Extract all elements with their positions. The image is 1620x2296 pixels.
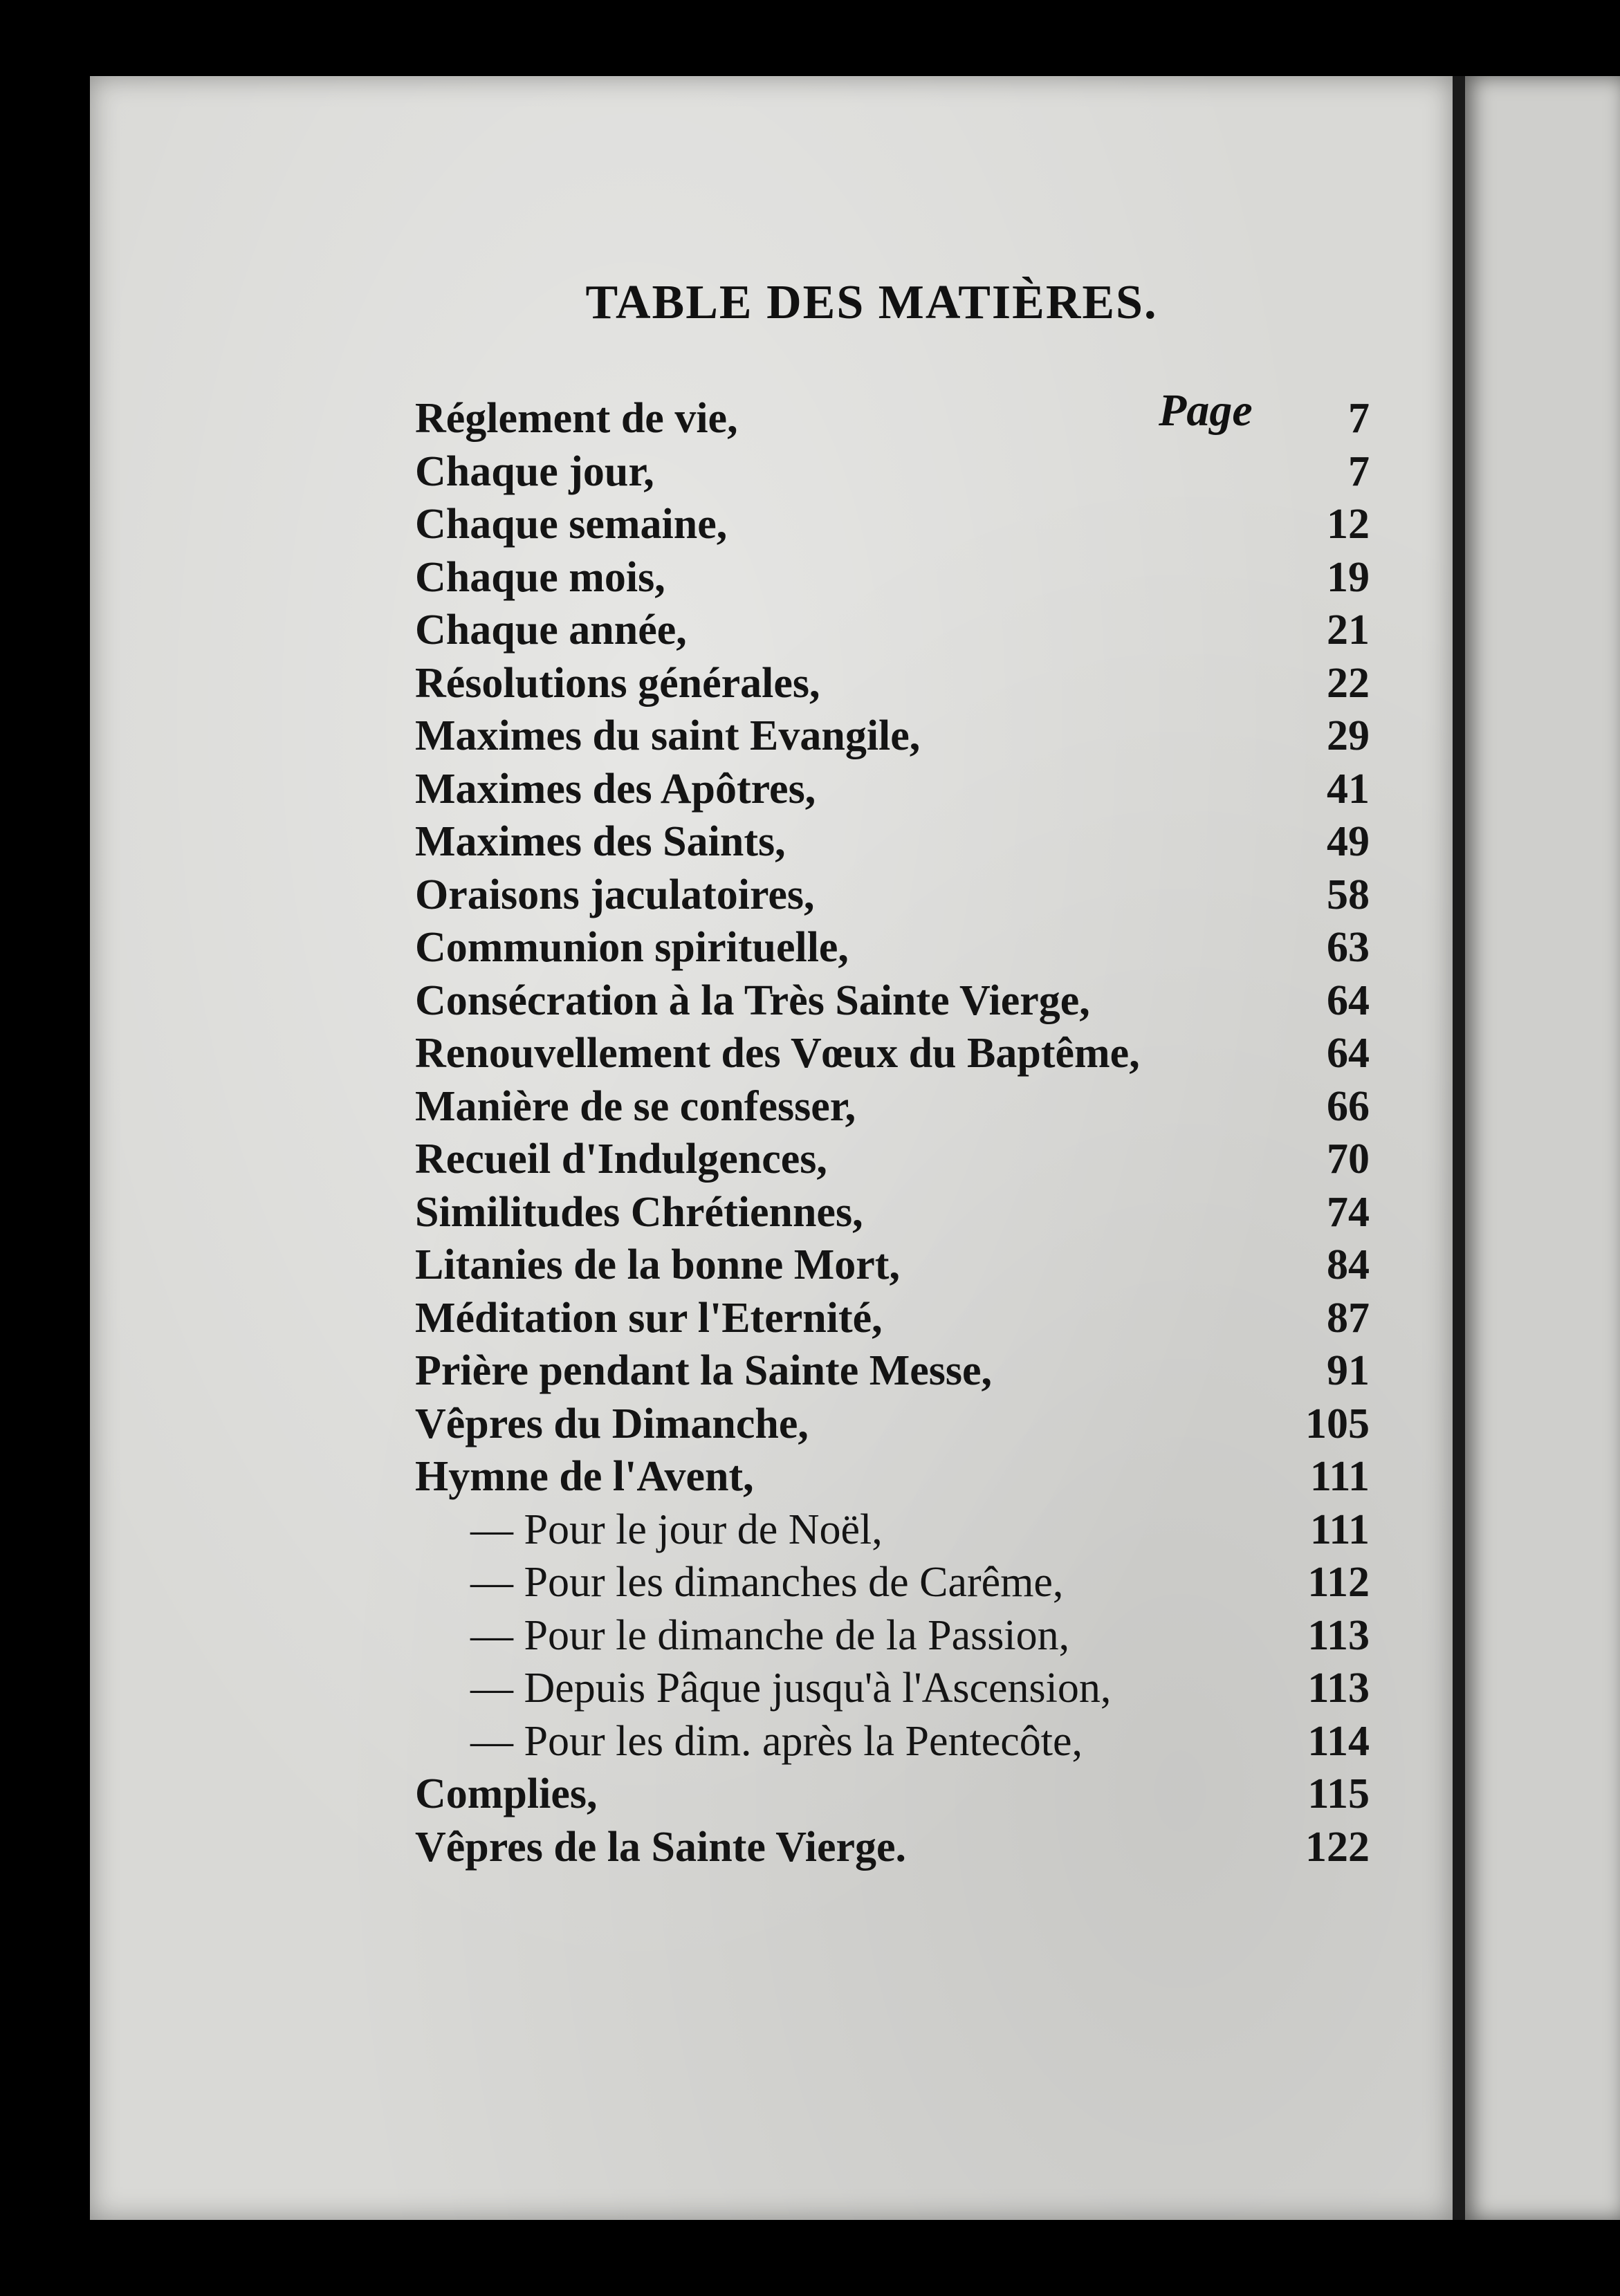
toc-entry-page-number: 7 xyxy=(1348,447,1370,495)
toc-entry-label: Vêpres de la Sainte Vierge. xyxy=(415,1823,907,1871)
toc-entry xyxy=(415,1082,1383,1136)
page-column-label: Page xyxy=(1159,385,1253,436)
toc-entry-page-number: 113 xyxy=(1307,1611,1370,1659)
toc-entry-page-number: 87 xyxy=(1327,1294,1370,1342)
toc-entry-page-number: 66 xyxy=(1327,1082,1370,1130)
facing-page-edge xyxy=(1465,76,1620,2220)
toc-entry-label: — Pour le dimanche de la Passion, xyxy=(470,1611,1070,1659)
toc-entry-page-number: 7 xyxy=(1348,395,1370,442)
toc-entry xyxy=(415,1294,1383,1347)
toc-entry-label: Complies, xyxy=(415,1770,598,1817)
toc-entry-page-number: 115 xyxy=(1307,1770,1370,1817)
toc-entry xyxy=(415,394,1383,447)
toc-entry-page-number: 41 xyxy=(1327,765,1370,813)
toc-entry-label: — Pour les dim. après la Pentecôte, xyxy=(470,1717,1083,1765)
toc-entry xyxy=(415,659,1383,712)
toc-entry-page-number: 84 xyxy=(1327,1241,1370,1288)
toc-entry-page-number: 112 xyxy=(1307,1559,1370,1606)
toc-entry xyxy=(415,500,1383,553)
toc-entry-page-number: 122 xyxy=(1305,1823,1370,1871)
toc-entry xyxy=(415,1029,1383,1082)
toc-entry-label: Similitudes Chrétiennes, xyxy=(415,1188,863,1236)
toc-entry xyxy=(415,1717,1383,1770)
toc-entry xyxy=(415,606,1383,659)
toc-entry-page-number: 111 xyxy=(1309,1506,1370,1553)
toc-entry-page-number: 74 xyxy=(1327,1188,1370,1236)
toc-entry-label: — Depuis Pâque jusqu'à l'Ascension, xyxy=(470,1665,1112,1712)
toc-entry-label: Résolutions générales, xyxy=(415,659,820,707)
toc-entry-label: Litanies de la bonne Mort, xyxy=(415,1241,900,1288)
toc-entry-label: Hymne de l'Avent, xyxy=(415,1453,754,1500)
toc-entry-label: Prière pendant la Sainte Messe, xyxy=(415,1347,993,1394)
toc-entry-page-number: 58 xyxy=(1327,871,1370,918)
toc-entry-page-number: 63 xyxy=(1327,924,1370,971)
toc-entry-page-number: 111 xyxy=(1309,1453,1370,1500)
table-of-contents xyxy=(415,394,1383,1876)
toc-entry xyxy=(415,1346,1383,1400)
toc-entry xyxy=(415,1558,1383,1611)
page-title: TABLE DES MATIÈRES. xyxy=(585,276,1158,329)
toc-entry-label: Maximes du saint Evangile, xyxy=(415,712,921,759)
toc-entry xyxy=(415,447,1383,501)
toc-entry-page-number: 29 xyxy=(1327,712,1370,759)
toc-entry-label: Méditation sur l'Eternité, xyxy=(415,1294,883,1342)
toc-entry xyxy=(415,1770,1383,1823)
toc-entry-label: Chaque jour, xyxy=(415,447,654,495)
toc-entry xyxy=(415,1135,1383,1188)
toc-entry xyxy=(415,976,1383,1030)
toc-entry-label: — Pour le jour de Noël, xyxy=(470,1506,883,1553)
toc-entry-label: — Pour les dimanches de Carême, xyxy=(470,1559,1064,1606)
toc-entry-label: Oraisons jaculatoires, xyxy=(415,871,815,918)
toc-entry-label: Vêpres du Dimanche, xyxy=(415,1400,809,1447)
toc-entry-page-number: 114 xyxy=(1307,1717,1370,1765)
toc-entry-page-number: 49 xyxy=(1327,818,1370,865)
toc-entry-label: Réglement de vie, xyxy=(415,395,738,442)
toc-entry-page-number: 19 xyxy=(1327,553,1370,601)
toc-entry xyxy=(415,1823,1383,1876)
toc-entry-page-number: 113 xyxy=(1307,1665,1370,1712)
toc-entry-page-number: 22 xyxy=(1327,659,1370,707)
toc-entry-page-number: 64 xyxy=(1327,976,1370,1024)
toc-entry-label: Chaque mois, xyxy=(415,553,665,601)
toc-entry-page-number: 70 xyxy=(1327,1136,1370,1183)
toc-entry-page-number: 21 xyxy=(1327,607,1370,654)
toc-entry xyxy=(415,817,1383,871)
toc-entry xyxy=(415,871,1383,924)
toc-entry xyxy=(415,712,1383,765)
toc-entry xyxy=(415,1506,1383,1559)
toc-entry-page-number: 64 xyxy=(1327,1030,1370,1077)
toc-entry-label: Renouvellement des Vœux du Baptême, xyxy=(415,1030,1140,1077)
toc-entry-page-number: 91 xyxy=(1327,1347,1370,1394)
toc-entry xyxy=(415,1611,1383,1665)
toc-entry xyxy=(415,1664,1383,1717)
toc-entry-label: Maximes des Saints, xyxy=(415,818,786,865)
toc-entry-label: Manière de se confesser, xyxy=(415,1082,856,1130)
toc-entry-page-number: 12 xyxy=(1327,501,1370,548)
toc-entry xyxy=(415,1241,1383,1294)
book-gutter xyxy=(1453,76,1465,2220)
toc-entry-page-number: 105 xyxy=(1305,1400,1370,1447)
toc-entry-label: Communion spirituelle, xyxy=(415,924,849,971)
toc-entry xyxy=(415,923,1383,976)
toc-entry xyxy=(415,553,1383,607)
toc-entry-label: Consécration à la Très Sainte Vierge, xyxy=(415,976,1090,1024)
toc-entry-label: Recueil d'Indulgences, xyxy=(415,1136,827,1183)
toc-entry xyxy=(415,765,1383,818)
toc-entry-label: Chaque semaine, xyxy=(415,501,728,548)
toc-entry xyxy=(415,1400,1383,1453)
toc-entry-label: Chaque année, xyxy=(415,607,687,654)
toc-entry xyxy=(415,1188,1383,1241)
toc-entry-label: Maximes des Apôtres, xyxy=(415,765,816,813)
toc-entry xyxy=(415,1452,1383,1506)
